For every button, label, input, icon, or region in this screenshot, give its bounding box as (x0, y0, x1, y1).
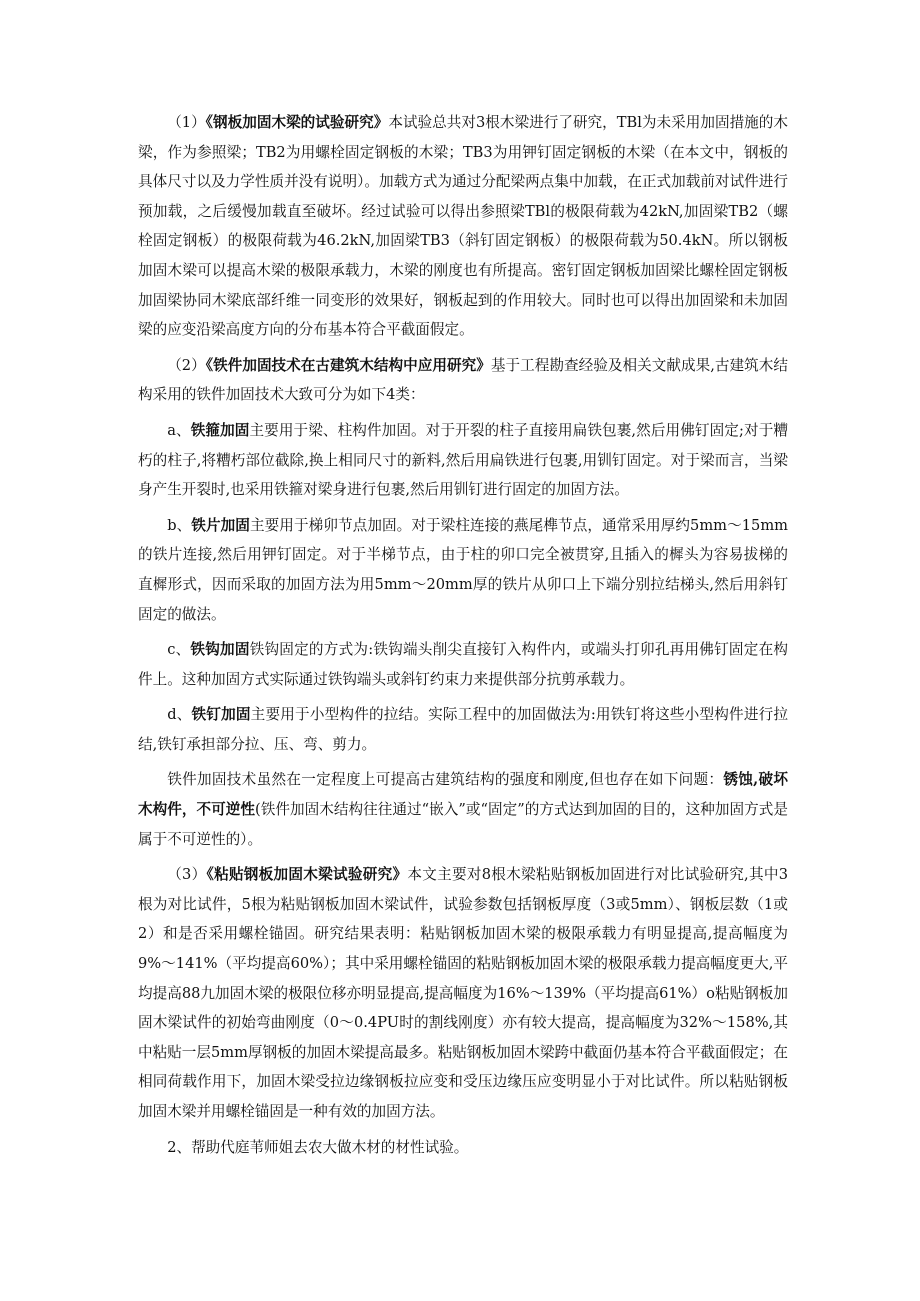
document-body (138, 108, 788, 1162)
paragraph-1-text: 本试验总共对3根木梁进行了研究，TBl为未采用加固措施的木梁，作为参照梁；TB2为用螺栓固定钢板的木梁；TB3为用钾钉固定钢板的木梁（在本文中，钢板的具体尺寸以及力学性质并没有说明）。加载方式为通过分配梁两点集中加载，在正式加载前对试件进行预加载，之后缓慢加载直至破坏。经过试验可以得出参照梁TBl的极限荷载为42kN,加固梁TB2（螺栓固定钢板）的极限荷载为46.2kN,加固梁TB3（斜钉固定钢板）的极限荷载为50.4kN。所以钢板加固木梁可以提高木梁的极限承载力，木梁的刚度也有所提高。密钉固定钢板加固梁比螺栓固定钢板加固梁协同木梁底部纤维一同变形的效果好，钢板起到的作用较大。同时也可以得出加固梁和未加固梁的应变沿梁高度方向的分布基本符合平截面假定。 (138, 114, 788, 339)
paragraph-item-2 (138, 1133, 788, 1163)
paragraph-d (138, 700, 788, 759)
paragraph-2-number: （2） (167, 356, 206, 374)
paragraph-2 (138, 351, 788, 410)
paragraph-problems-lead: 铁件加固技术虽然在一定程度上可提高古建筑结构的强度和刚度,但也存在如下问题： (167, 771, 724, 789)
paragraph-b-text: 主要用于梯卯节点加固。对于梁柱连接的燕尾榫节点，通常采用厚约5mm～15mm的铁片连接,然后用钾钉固定。对于半梯节点，由于柱的卯口完全被贯穿,且插入的樨头为容易拔梯的直樨形式，因而采取的加固方法为用5mm～20mm厚的铁片从卯口上下端分别拉结梯头,然后用斜钉固定的做法。 (138, 516, 788, 623)
paragraph-1-number: （1） (167, 114, 206, 131)
paragraph-d-text: 主要用于小型构件的拉结。实际工程中的加固做法为:用铁钉将这些小型构件进行拉结,铁钉承担部分拉、压、弯、剪力。 (138, 706, 788, 753)
paragraph-b-marker: b、 (167, 516, 192, 534)
paragraph-c-text: 铁钩固定的方式为:铁钩端头削尖直接钉入构件内，或端头打卯孔再用佛钉固定在构件上。这种加固方式实际通过铁钩端头或斜钉约束力来提供部分抗剪承载力。 (138, 641, 788, 688)
paragraph-a-term: 铁箍加固 (190, 421, 250, 439)
paragraph-1-title: 《钢板加固木梁的试验研究》 (205, 114, 389, 131)
paragraph-problems-text: (铁件加固木结构往往通过“嵌入”或“固定”的方式达到加固的目的，这种加固方式是属于不可逆性的）。 (138, 801, 788, 848)
paragraph-d-marker: d、 (167, 706, 192, 724)
paragraph-2-text: 基于工程勘查经验及相关文献成果,古建筑木结构采用的铁件加固技术大致可分为如下4类： (138, 356, 788, 404)
paragraph-problems-emphasis: 锈蚀,破坏木构件，不可逆性 (138, 771, 788, 819)
paragraph-3 (138, 860, 788, 1126)
paragraph-3-title: 《粘贴钢板加固木梁试验研究》 (206, 866, 408, 884)
paragraph-d-term: 铁钉加固 (191, 706, 251, 724)
paragraph-item-2-text: 2、帮助代庭苇师姐去农大做木材的材性试验。 (167, 1138, 469, 1156)
paragraph-a-marker: a、 (167, 421, 191, 439)
paragraph-problems (138, 765, 788, 854)
paragraph-2-title: 《铁件加固技术在古建筑木结构中应用研究》 (205, 356, 491, 374)
paragraph-1 (138, 108, 788, 345)
paragraph-b-term: 铁片加固 (191, 516, 250, 534)
paragraph-c-term: 铁钩加固 (190, 641, 250, 659)
paragraph-a-text: 主要用于梁、柱构件加固。对于开裂的柱子直接用扁铁包裹,然后用佛钉固定;对于糟朽的柱子,将糟朽部位截除,换上相同尺寸的新料,然后用扁铁进行包裹,用钏钉固定。对于梁而言，当梁身产生开裂时,也采用铁箍对梁身进行包裹,然后用钏钉进行固定的加固方法。 (138, 421, 788, 499)
paragraph-3-text: 本文主要对8根木梁粘贴钢板加固进行对比试验研究,其中3根为对比试件，5根为粘贴钢板加固木梁试件，试验参数包括钢板厚度（3或5mm）、钢板层数（1或2）和是否采用螺栓锚固。研究结果表明：粘贴钢板加固木梁的极限承载力有明显提高,提高幅度为9%～141%（平均提高60%）；其中采用螺栓锚固的粘贴钢板加固木梁的极限承载力提高幅度更大,平均提高88九加固木梁的极限位移亦明显提高,提高幅度为16%～139%（平均提高61%）o粘贴钢板加固木梁试件的初始弯曲刚度（0～0.4PU时的割线刚度）亦有较大提高，提高幅度为32%～158%,其中粘贴一层5mm厚钢板的加固木梁提高最多。粘贴钢板加固木梁跨中截面仍基本符合平截面假定；在相同荷载作用下，加固木梁受拉边缘钢板拉应变和受压边缘压应变明显小于对比试件。所以粘贴钢板加固木梁并用螺栓锚固是一种有效的加固方法。 (138, 866, 788, 1120)
paragraph-b (138, 511, 788, 629)
paragraph-a (138, 416, 788, 505)
paragraph-c-marker: c、 (167, 641, 191, 659)
paragraph-c (138, 635, 788, 694)
paragraph-3-number: （3） (167, 866, 207, 884)
